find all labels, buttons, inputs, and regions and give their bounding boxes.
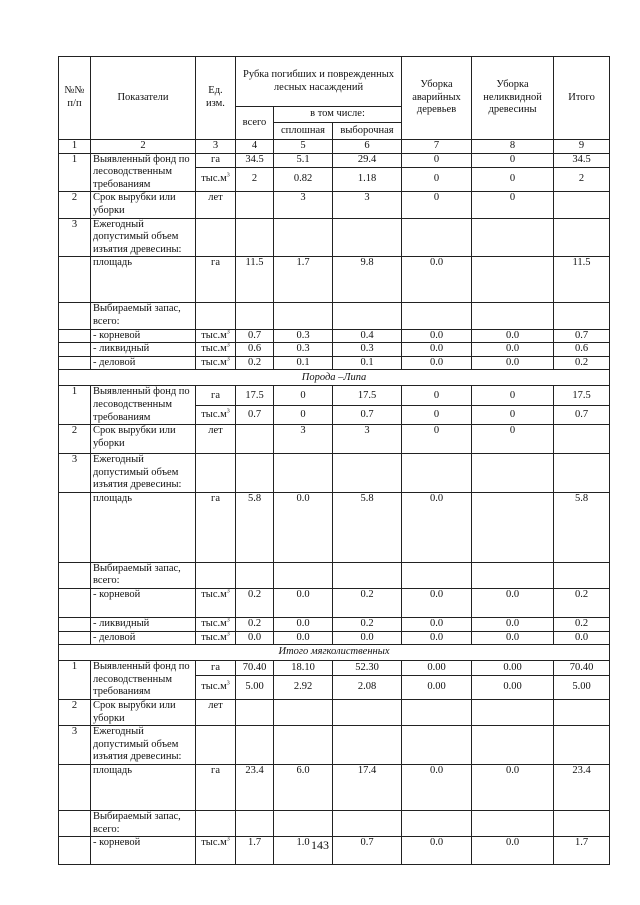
indicator-cell: - деловой <box>91 356 196 370</box>
value-cell: 18.10 <box>274 661 333 675</box>
unit-cell: $тыс.м^3$ <box>196 837 236 865</box>
value-cell <box>472 303 554 329</box>
col-number: 6 <box>333 140 402 154</box>
value-cell <box>274 303 333 329</box>
table-row <box>59 192 610 218</box>
col-number: 8 <box>472 140 554 154</box>
value-cell <box>472 492 554 562</box>
value-cell: 0 <box>402 153 472 167</box>
value-cell <box>554 303 610 329</box>
value-cell: 17.4 <box>333 765 402 811</box>
value-cell: 0.0 <box>402 257 472 303</box>
value-cell <box>554 218 610 257</box>
table-row <box>59 356 610 370</box>
value-cell: 17.5 <box>236 386 274 406</box>
value-cell: 5.1 <box>274 153 333 167</box>
value-cell: 0.2 <box>236 356 274 370</box>
unit-cell: $тыс.м^3$ <box>196 356 236 370</box>
indicator-cell: Ежегодный допустимый объем изъятия древесины: <box>91 726 196 765</box>
table-row <box>59 303 610 329</box>
value-cell: 2.92 <box>274 675 333 700</box>
value-cell: 1.18 <box>333 167 402 192</box>
header-indicator: Показатели <box>91 57 196 140</box>
row-number <box>59 811 91 837</box>
row-number <box>59 765 91 811</box>
value-cell: 0.4 <box>333 329 402 343</box>
value-cell <box>236 192 274 218</box>
value-cell: 6.0 <box>274 765 333 811</box>
col-number: 2 <box>91 140 196 154</box>
unit-cell: $тыс.м^3$ <box>196 589 236 618</box>
indicator-cell: Ежегодный допустимый объем изъятия древесины: <box>91 218 196 257</box>
value-cell: 0.2 <box>554 618 610 632</box>
value-cell: 0 <box>402 192 472 218</box>
header-felling: Рубка погибших и поврежденных лесных насаждений <box>236 57 402 107</box>
value-cell: 0.0 <box>274 631 333 645</box>
value-cell <box>554 425 610 454</box>
table-row <box>59 618 610 632</box>
value-cell: 0.00 <box>472 675 554 700</box>
indicator-cell: Срок вырубки или уборки <box>91 700 196 726</box>
value-cell: 0.0 <box>402 356 472 370</box>
value-cell: 0.1 <box>333 356 402 370</box>
value-cell <box>402 811 472 837</box>
col-number: 1 <box>59 140 91 154</box>
indicator-cell: - корневой <box>91 589 196 618</box>
value-cell <box>554 562 610 588</box>
value-cell <box>236 454 274 493</box>
value-cell <box>402 218 472 257</box>
value-cell: 0.2 <box>236 618 274 632</box>
value-cell: 0.0 <box>472 329 554 343</box>
value-cell: 5.8 <box>236 492 274 562</box>
indicator-cell: Выявленный фонд по лесоводственным требованиям <box>91 661 196 700</box>
unit-cell: га <box>196 257 236 303</box>
table-row <box>59 454 610 493</box>
value-cell: 0 <box>402 386 472 406</box>
value-cell: 0.00 <box>402 661 472 675</box>
row-number <box>59 303 91 329</box>
row-number: 2 <box>59 192 91 218</box>
value-cell: 0.0 <box>236 631 274 645</box>
unit-cell: га <box>196 661 236 675</box>
value-cell <box>236 425 274 454</box>
table-row <box>59 631 610 645</box>
value-cell: 0.0 <box>402 765 472 811</box>
value-cell: 0.3 <box>274 343 333 357</box>
table-row <box>59 589 610 618</box>
value-cell: 2.08 <box>333 675 402 700</box>
value-cell <box>472 726 554 765</box>
unit-cell: $тыс.м^3$ <box>196 406 236 425</box>
value-cell <box>333 454 402 493</box>
table-row <box>59 765 610 811</box>
table-row <box>59 492 610 562</box>
value-cell: 0.0 <box>402 631 472 645</box>
value-cell: 0.2 <box>554 356 610 370</box>
col-number: 7 <box>402 140 472 154</box>
value-cell: 0 <box>402 425 472 454</box>
value-cell: 9.8 <box>333 257 402 303</box>
value-cell: 0.7 <box>236 329 274 343</box>
value-cell: 0.0 <box>274 589 333 618</box>
unit-cell <box>196 726 236 765</box>
value-cell: 0.0 <box>472 765 554 811</box>
table-row <box>59 562 610 588</box>
indicator-cell: Срок вырубки или уборки <box>91 192 196 218</box>
value-cell: 0.82 <box>274 167 333 192</box>
unit-cell: $тыс.м^3$ <box>196 675 236 700</box>
unit-cell <box>196 303 236 329</box>
value-cell <box>333 303 402 329</box>
value-cell: 34.5 <box>236 153 274 167</box>
value-cell: 0.7 <box>554 406 610 425</box>
value-cell: 0.1 <box>274 356 333 370</box>
value-cell: 0.7 <box>236 406 274 425</box>
value-cell <box>554 192 610 218</box>
value-cell <box>333 811 402 837</box>
value-cell: 0.0 <box>402 329 472 343</box>
value-cell: 0.6 <box>236 343 274 357</box>
value-cell: 0.0 <box>274 618 333 632</box>
indicator-cell: Выбираемый запас, всего: <box>91 562 196 588</box>
indicator-cell: Выбираемый запас, всего: <box>91 303 196 329</box>
table-row <box>59 257 610 303</box>
table-row <box>59 386 610 406</box>
value-cell: 0.0 <box>472 837 554 865</box>
header-selective: выборочная <box>333 123 402 140</box>
value-cell: 0.0 <box>472 343 554 357</box>
row-number: 3 <box>59 218 91 257</box>
value-cell: 0.2 <box>554 589 610 618</box>
table-row <box>59 218 610 257</box>
value-cell <box>402 562 472 588</box>
value-cell: 0.7 <box>333 406 402 425</box>
header-emergency: Уборка аварийных деревьев <box>402 57 472 140</box>
value-cell <box>236 726 274 765</box>
table-row <box>59 329 610 343</box>
value-cell: 0.0 <box>472 356 554 370</box>
value-cell <box>554 811 610 837</box>
header-total: всего <box>236 107 274 140</box>
value-cell <box>472 562 554 588</box>
value-cell: 0.0 <box>274 492 333 562</box>
unit-cell: $тыс.м^3$ <box>196 618 236 632</box>
indicator-cell: Выявленный фонд по лесоводственным требованиям <box>91 153 196 192</box>
unit-cell: га <box>196 153 236 167</box>
table-row <box>59 425 610 454</box>
value-cell: 0 <box>274 386 333 406</box>
value-cell <box>236 811 274 837</box>
unit-cell <box>196 811 236 837</box>
value-cell: 17.5 <box>554 386 610 406</box>
unit-cell: лет <box>196 425 236 454</box>
value-cell: 11.5 <box>554 257 610 303</box>
value-cell: 0.2 <box>236 589 274 618</box>
unit-cell: $тыс.м^3$ <box>196 329 236 343</box>
value-cell: 0.0 <box>472 618 554 632</box>
value-cell: 0.0 <box>554 631 610 645</box>
value-cell <box>472 454 554 493</box>
row-number <box>59 562 91 588</box>
row-number <box>59 343 91 357</box>
value-cell: 0 <box>472 192 554 218</box>
row-number <box>59 257 91 303</box>
row-number <box>59 618 91 632</box>
table-row <box>59 343 610 357</box>
value-cell: 0.2 <box>333 618 402 632</box>
value-cell: 0.2 <box>333 589 402 618</box>
row-number <box>59 589 91 618</box>
value-cell: 0.7 <box>333 837 402 865</box>
indicator-cell: Ежегодный допустимый объем изъятия древесины: <box>91 454 196 493</box>
value-cell: 0.6 <box>554 343 610 357</box>
value-cell: 70.40 <box>554 661 610 675</box>
value-cell: 0.0 <box>333 631 402 645</box>
value-cell <box>236 700 274 726</box>
indicator-cell: Выявленный фонд по лесоводственным требованиям <box>91 386 196 425</box>
indicator-cell: Выбираемый запас, всего: <box>91 811 196 837</box>
value-cell: 0.7 <box>554 329 610 343</box>
value-cell: 0 <box>472 167 554 192</box>
value-cell: 0 <box>472 153 554 167</box>
value-cell: 3 <box>333 192 402 218</box>
unit-cell <box>196 454 236 493</box>
value-cell: 0 <box>402 167 472 192</box>
value-cell <box>333 726 402 765</box>
row-number: 3 <box>59 726 91 765</box>
indicator-cell: - корневой <box>91 329 196 343</box>
indicator-cell: - корневой <box>91 837 196 865</box>
value-cell: 5.8 <box>554 492 610 562</box>
value-cell: 0.00 <box>472 661 554 675</box>
value-cell: 0 <box>472 406 554 425</box>
value-cell: 3 <box>274 192 333 218</box>
value-cell <box>554 454 610 493</box>
indicator-cell: - ликвидный <box>91 618 196 632</box>
indicator-cell: площадь <box>91 765 196 811</box>
header-including: в том числе: <box>274 107 402 123</box>
value-cell <box>333 562 402 588</box>
table-row <box>59 700 610 726</box>
value-cell: 0.0 <box>402 837 472 865</box>
value-cell: 1.7 <box>554 837 610 865</box>
unit-cell: $тыс.м^3$ <box>196 631 236 645</box>
value-cell <box>333 218 402 257</box>
row-number: 1 <box>59 386 91 425</box>
row-number <box>59 329 91 343</box>
row-number <box>59 492 91 562</box>
row-number: 1 <box>59 661 91 700</box>
unit-cell <box>196 218 236 257</box>
value-cell: 0.3 <box>274 329 333 343</box>
value-cell: 23.4 <box>554 765 610 811</box>
indicator-cell: площадь <box>91 492 196 562</box>
unit-cell: га <box>196 386 236 406</box>
value-cell <box>236 303 274 329</box>
indicator-cell: - ликвидный <box>91 343 196 357</box>
col-number: 3 <box>196 140 236 154</box>
value-cell: 0.0 <box>402 492 472 562</box>
value-cell: 1.0 <box>274 837 333 865</box>
value-cell <box>236 562 274 588</box>
value-cell: 2 <box>554 167 610 192</box>
unit-cell: лет <box>196 700 236 726</box>
value-cell <box>274 218 333 257</box>
row-number: 3 <box>59 454 91 493</box>
value-cell: 23.4 <box>236 765 274 811</box>
value-cell <box>236 218 274 257</box>
value-cell <box>472 257 554 303</box>
value-cell <box>402 726 472 765</box>
value-cell <box>402 454 472 493</box>
table-row <box>59 811 610 837</box>
value-cell: 17.5 <box>333 386 402 406</box>
value-cell: 0 <box>274 406 333 425</box>
unit-cell: $тыс.м^3$ <box>196 343 236 357</box>
value-cell <box>472 218 554 257</box>
table-row <box>59 153 610 167</box>
value-cell <box>274 454 333 493</box>
value-cell: 70.40 <box>236 661 274 675</box>
value-cell: 0.3 <box>333 343 402 357</box>
forest-felling-table <box>58 56 610 865</box>
unit-cell <box>196 562 236 588</box>
value-cell: 0.0 <box>402 343 472 357</box>
row-number <box>59 631 91 645</box>
header-clear: сплошная <box>274 123 333 140</box>
value-cell: 5.8 <box>333 492 402 562</box>
row-number: 2 <box>59 700 91 726</box>
value-cell <box>402 303 472 329</box>
value-cell: 29.4 <box>333 153 402 167</box>
value-cell: 34.5 <box>554 153 610 167</box>
indicator-cell: площадь <box>91 257 196 303</box>
value-cell <box>472 700 554 726</box>
page-number: 143 <box>311 838 329 852</box>
value-cell: 1.7 <box>236 837 274 865</box>
section-title: Порода –Липа <box>59 370 610 386</box>
value-cell: 52.30 <box>333 661 402 675</box>
value-cell <box>274 811 333 837</box>
value-cell <box>274 562 333 588</box>
value-cell: 5.00 <box>236 675 274 700</box>
header-result: Итого <box>554 57 610 140</box>
unit-cell: га <box>196 492 236 562</box>
value-cell <box>333 700 402 726</box>
row-number <box>59 356 91 370</box>
col-number: 4 <box>236 140 274 154</box>
value-cell: 2 <box>236 167 274 192</box>
header-illiquid: Уборка неликвидной древесины <box>472 57 554 140</box>
indicator-cell: - деловой <box>91 631 196 645</box>
unit-cell: $тыс.м^3$ <box>196 167 236 192</box>
value-cell: 0.00 <box>402 675 472 700</box>
value-cell: 1.7 <box>274 257 333 303</box>
table-row <box>59 661 610 675</box>
value-cell: 0.0 <box>402 618 472 632</box>
row-number: 1 <box>59 153 91 192</box>
value-cell: 5.00 <box>554 675 610 700</box>
unit-cell: лет <box>196 192 236 218</box>
col-number: 9 <box>554 140 610 154</box>
value-cell <box>554 700 610 726</box>
value-cell: 0.0 <box>472 631 554 645</box>
section-title: Итого мягколиственных <box>59 645 610 661</box>
header-unit: Ед. изм. <box>196 57 236 140</box>
value-cell: 0.0 <box>402 589 472 618</box>
header-num: №№ п/п <box>59 57 91 140</box>
value-cell: 0 <box>402 406 472 425</box>
value-cell <box>274 726 333 765</box>
value-cell: 3 <box>274 425 333 454</box>
value-cell <box>402 700 472 726</box>
value-cell: 3 <box>333 425 402 454</box>
value-cell <box>472 811 554 837</box>
value-cell <box>274 700 333 726</box>
value-cell <box>554 726 610 765</box>
col-number: 5 <box>274 140 333 154</box>
unit-cell: га <box>196 765 236 811</box>
indicator-cell: Срок вырубки или уборки <box>91 425 196 454</box>
value-cell: 0.0 <box>472 589 554 618</box>
value-cell: 0 <box>472 386 554 406</box>
row-number: 2 <box>59 425 91 454</box>
table-row <box>59 726 610 765</box>
value-cell: 0 <box>472 425 554 454</box>
value-cell: 11.5 <box>236 257 274 303</box>
